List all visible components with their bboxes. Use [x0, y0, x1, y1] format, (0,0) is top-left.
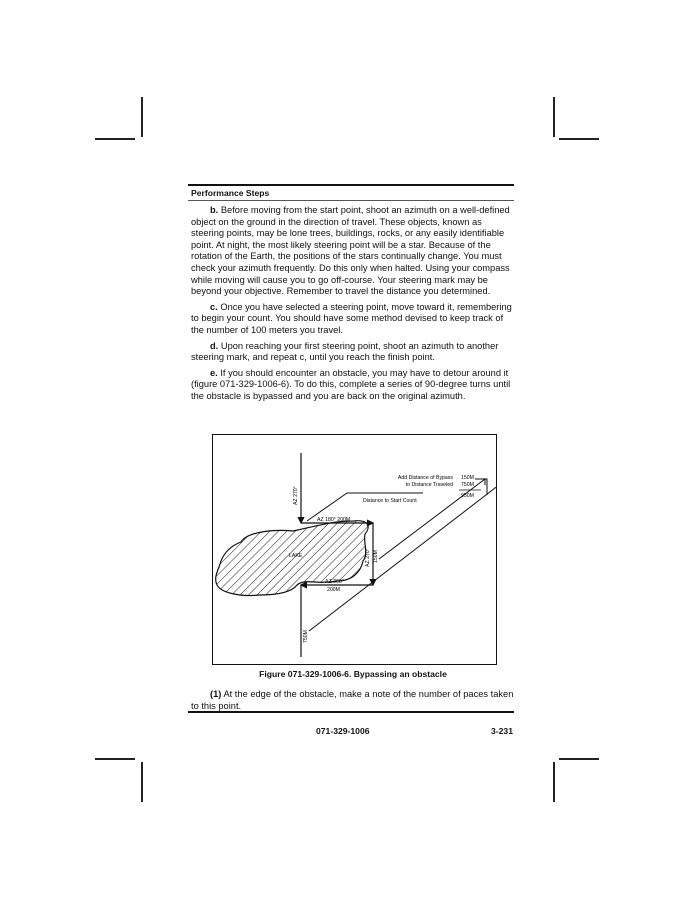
- bypass-diagram: [213, 435, 496, 664]
- label-150-right: 150M: [373, 550, 379, 563]
- label-150: 150M: [461, 475, 474, 481]
- label-az270-right: AZ 270°: [365, 548, 371, 567]
- paragraph-text: Once you have selected a steering point, move toward it, remembering to begin your count. You should have some method devised to keep track of the number of 100 meters you travel.: [191, 301, 512, 335]
- label-add-distance-1: Add Distance of Bypass: [397, 475, 453, 481]
- crop-mark-top-right-h: [559, 138, 599, 140]
- label-add-distance-2: to Distance Traveled: [405, 482, 453, 488]
- leader-150: [379, 479, 485, 559]
- figure-caption: Figure 071-329-1006-6. Bypassing an obstacle: [259, 669, 447, 679]
- crop-mark-top-left-h: [95, 138, 135, 140]
- label-750: 750M: [461, 482, 474, 488]
- header-subrule: [188, 200, 514, 201]
- page-number: 3-231: [491, 726, 513, 736]
- crop-mark-top-right-v: [553, 97, 555, 137]
- task-number: 071-329-1006: [316, 726, 370, 736]
- paragraph-label: (1): [210, 689, 222, 699]
- paragraph-b: [191, 205, 515, 298]
- label-lake: LAKE: [289, 553, 303, 559]
- figure-frame: [212, 434, 497, 665]
- body-text: [191, 205, 515, 407]
- crop-mark-bottom-left-v: [141, 762, 143, 802]
- paragraph-text: If you should encounter an obstacle, you may have to detour around it (figure 071-329-1006-6). To do this, complete a series of 90-degree turns until the obstacle is bypassed and you are back on the original azimuth.: [191, 367, 511, 401]
- paragraph-text: At the edge of the obstacle, make a note of the number of paces taken to this point.: [191, 689, 514, 711]
- paragraph-d: [191, 341, 515, 364]
- label-az180: AZ 180° 200M: [317, 517, 351, 523]
- label-750-left: 750M: [303, 630, 309, 643]
- crop-mark-top-left-v: [141, 97, 143, 137]
- paragraph-text: Before moving from the start point, shoot an azimuth on a well-defined object on the ground in the direction of travel. These objects, known as steering points, may be lone trees, buildings, rocks, or any easily identifiable point. At night, the most likely steering point will be a star. Because of the rotation of the Earth, the positions of the stars continually change. You must check your azimuth frequently. Do this only when halted. Using your compass while moving will cause you to go off-course. Your steering mark may be beyond your objective. Remember to travel the distance you determined.: [191, 205, 510, 297]
- crop-mark-bottom-left-h: [95, 758, 135, 760]
- paragraph-c: [191, 302, 515, 337]
- crop-mark-bottom-right-h: [559, 758, 599, 760]
- paragraph-label: b.: [210, 205, 219, 215]
- paragraph-1: [191, 689, 515, 712]
- footer-rule: [188, 711, 514, 713]
- crop-mark-bottom-right-v: [553, 762, 555, 802]
- after-figure-text: [191, 689, 515, 712]
- section-title: Performance Steps: [191, 188, 270, 198]
- paragraph-text: Upon reaching your first steering point, shoot an azimuth to another steering mark, and repeat c, until you reach the finish point.: [191, 340, 499, 363]
- paragraph-label: c.: [210, 301, 218, 312]
- label-az360: AZ 360°: [325, 579, 344, 585]
- label-200-bottom: 200M: [327, 587, 340, 593]
- paragraph-label: d.: [210, 340, 219, 351]
- label-950: 950M: [461, 493, 474, 499]
- label-distance-start: Distance to Start Count: [363, 498, 417, 504]
- header-rule: [188, 184, 514, 186]
- paragraph-e: [191, 368, 515, 403]
- paragraph-label: e.: [210, 367, 218, 378]
- label-az270-top: AZ 270°: [293, 486, 299, 505]
